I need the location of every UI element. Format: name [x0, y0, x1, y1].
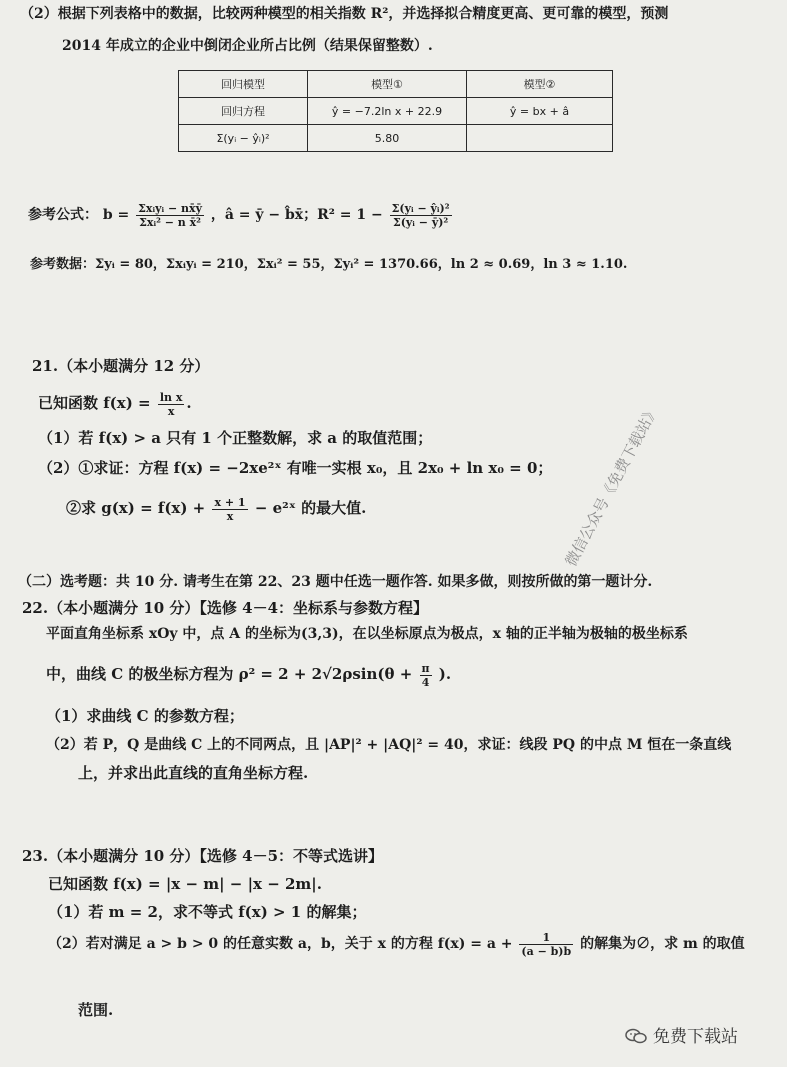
- q21-item1: （1）若 f(x) > a 只有 1 个正整数解，求 a 的取值范围；: [38, 429, 433, 447]
- table-cell: 5.80: [308, 125, 467, 152]
- reference-data: [30, 255, 627, 275]
- q21-intro-fraction: [158, 391, 185, 418]
- brand-name: 免费下载站: [653, 1027, 738, 1047]
- q23-item2-fraction: [519, 931, 573, 958]
- q22-item2b: 上，并求出此直线的直角坐标方程.: [78, 764, 309, 782]
- q23-title: 23.（本小题满分 10 分）【选修 4－5：不等式选讲】: [22, 847, 384, 865]
- formula-b-fraction: [136, 202, 204, 229]
- q21-item3-post: − e²ˣ 的最大值.: [254, 499, 367, 517]
- q21-intro-text: 已知函数 f(x) =: [38, 394, 151, 412]
- q22-item2: （2）若 P，Q 是曲线 C 上的不同两点，且 |AP|² + |AQ|² = 40，求证：线段 PQ 的中点 M 恒在一条直线: [46, 737, 732, 753]
- data-label: 参考数据：: [30, 257, 96, 272]
- q23-item2-numerator: 1: [519, 931, 573, 945]
- q22-line2-fraction: [420, 662, 432, 689]
- reference-formula: [28, 185, 454, 245]
- section2-heading: （二）选考题：共 10 分. 请考生在第 22、23 题中任选一题作答. 如果多做，则按所做的第一题计分.: [18, 574, 653, 590]
- q21-item2: （2）①求证：方程 f(x) = −2xe²ˣ 有唯一实根 x₀，且 2x₀ + ln x₀ = 0；: [38, 459, 553, 477]
- q23-item2: [48, 922, 745, 966]
- q22-line2-numerator: π: [421, 661, 430, 675]
- formula-r-numerator: Σ(yᵢ − ŷᵢ)²: [391, 201, 450, 215]
- q22-line2-post: ).: [438, 665, 452, 683]
- q22-line2: [46, 652, 451, 696]
- formula-label: 参考公式：: [28, 207, 98, 223]
- q21-item3-numerator: x + 1: [214, 495, 246, 509]
- formula-b-numerator: Σxᵢyᵢ − nx̄ȳ: [138, 201, 202, 215]
- table-row: [179, 125, 613, 152]
- q22-line2-denominator: 4: [421, 675, 430, 689]
- watermark-text: 微信公众号《免费下载站》: [561, 401, 663, 570]
- q21-title: 21.（本小题满分 12 分）: [32, 357, 210, 375]
- table-cell: 回归模型: [179, 71, 308, 98]
- q21-item3-pre: ②求 g(x) = f(x) +: [66, 499, 206, 517]
- q23-item2b: 范围.: [78, 1001, 114, 1019]
- q23-item2-pre: （2）若对满足 a > b > 0 的任意实数 a，b，关于 x 的方程 f(x) = a +: [48, 936, 513, 952]
- data-values: Σyᵢ = 80，Σxᵢyᵢ = 210，Σxᵢ² = 55，Σyᵢ² = 1370.66，ln 2 ≈ 0.69，ln 3 ≈ 1.10.: [95, 257, 628, 272]
- formula-r-fraction: [390, 202, 452, 229]
- part2-line2: 2014 年成立的企业中倒闭企业所占比例（结果保留整数）.: [62, 38, 433, 54]
- q22-title: 22.（本小题满分 10 分）【选修 4－4：坐标系与参数方程】: [22, 599, 429, 617]
- table-cell: 模型①: [308, 71, 467, 98]
- brand-badge: [625, 1022, 738, 1047]
- q21-intro-numerator: ln x: [159, 390, 183, 404]
- table-cell: 回归方程: [179, 98, 308, 125]
- regression-table: [178, 70, 613, 152]
- q21-intro-denominator: x: [167, 404, 175, 418]
- q21-item3-fraction: [212, 496, 247, 523]
- formula-r-denominator: Σ(yᵢ − ȳ)²: [392, 215, 449, 229]
- q23-item2-denominator: (a − b)b: [521, 944, 572, 958]
- q23-intro: 已知函数 f(x) = |x − m| − |x − 2m|.: [48, 875, 322, 893]
- wechat-icon: [625, 1028, 647, 1044]
- formula-a: ，â = ȳ − b̂x̄；R² = 1 −: [210, 207, 383, 223]
- formula-b-lhs: b =: [102, 207, 130, 223]
- table-cell: ŷ = −7.2ln x + 22.9: [308, 98, 467, 125]
- table-row: [179, 71, 613, 98]
- q22-line1: 平面直角坐标系 xOy 中，点 A 的坐标为(3,3)，在以坐标原点为极点，x 轴的正半轴为极轴的极坐标系: [46, 626, 688, 642]
- q22-line2-pre: 中，曲线 C 的极坐标方程为 ρ² = 2 + 2√2ρsin(θ +: [46, 665, 413, 683]
- q23-item2-post: 的解集为∅，求 m 的取值: [580, 936, 745, 952]
- q21-item3: [66, 486, 366, 530]
- table-cell: ŷ = bx + â: [467, 98, 613, 125]
- table-cell: [467, 125, 613, 152]
- formula-b-denominator: Σxᵢ² − n x̄²: [139, 215, 201, 229]
- table-row: [179, 98, 613, 125]
- q21-item3-denominator: x: [226, 509, 234, 523]
- part2-line1: （2）根据下列表格中的数据，比较两种模型的相关指数 R²，并选择拟合精度更高、更可靠的模型，预测: [20, 6, 669, 22]
- table-cell: Σ(yᵢ − ŷᵢ)²: [179, 125, 308, 152]
- q23-item1: （1）若 m = 2，求不等式 f(x) > 1 的解集；: [48, 903, 367, 921]
- table-cell: 模型②: [467, 71, 613, 98]
- q22-item1: （1）求曲线 C 的参数方程；: [46, 707, 244, 725]
- q21-intro: 已知函数 f(x) = $\frac{\text{ln x}}{x}$ .: [38, 390, 192, 418]
